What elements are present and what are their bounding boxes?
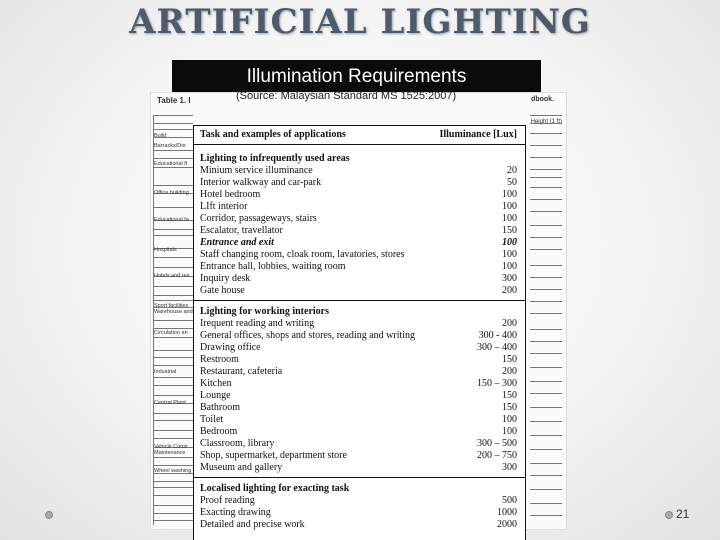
lux-value: 150 [502,354,517,365]
lux-value: 50 [507,177,517,188]
table-row [200,165,517,177]
lux-value: 100 [502,201,517,212]
background-table-rule [153,185,193,186]
task-label: Bathroom [200,402,240,413]
background-table-rule [530,225,562,226]
task-label: Drawing office [200,342,261,353]
lux-value: 100 [502,189,517,200]
background-table-rule [530,301,562,302]
table-row [200,261,517,273]
background-table-rule [153,337,193,338]
background-table-rule [530,133,562,134]
background-table-rule [530,503,562,504]
table-row [200,495,517,507]
background-table-label: Wheel washing [154,468,192,474]
background-table-rule [153,235,193,236]
table-row [200,519,517,531]
background-table-label: Central Plant [154,400,186,406]
background-table-label: Sport facilities Warehouse and [154,303,193,315]
lux-value: 2000 [497,519,517,530]
background-table-label: Vehicle Const Maintenance [154,444,188,456]
table-row [200,237,517,249]
background-table-rule [530,475,562,476]
table-row [200,402,517,414]
table-row [200,285,517,297]
background-table-rule [530,123,562,124]
task-label: Corridor, passageways, stairs [200,213,317,224]
background-table-label: Hotels and res [154,273,190,279]
task-label: Lounge [200,390,231,401]
background-table-rule [530,449,562,450]
lux-value: 100 [502,249,517,260]
background-table-rule [530,289,562,290]
background-table-rule [530,237,562,238]
table-row [200,450,517,462]
background-table-rule [153,167,193,168]
background-table-rule [153,457,193,458]
background-table-rule [153,257,193,258]
lux-value: 300 – 400 [477,342,517,353]
background-table-rule [153,465,193,466]
background-table-rule [153,300,193,301]
lux-value: 100 [502,414,517,425]
background-table-rule [153,150,193,151]
background-table-label: Educational fl [154,161,188,167]
background-table-rule [153,328,193,329]
section-title: Lighting for working interiors [200,306,329,317]
table-row [200,426,517,438]
task-label: Kitchen [200,378,232,389]
header-illuminance: Illuminance [Lux] [439,129,517,140]
task-label: LIft interior [200,201,248,212]
table-row [200,318,517,330]
nav-dot-right [665,511,673,519]
background-table-rule [530,169,562,170]
background-table-label: Educational fa [154,217,189,223]
background-table-rule [530,381,562,382]
illumination-table [193,125,526,540]
background-table-rule [153,413,193,414]
source-caption: (Source: Malaysian Standard MS 1525:2007) [236,90,457,102]
background-table-rule [530,145,562,146]
lux-value: 300 - 400 [478,330,517,341]
table-row [200,225,517,237]
background-table-rule [530,489,562,490]
background-table-rule [153,286,193,287]
lux-value: 20 [507,165,517,176]
table-row [200,213,517,225]
lux-value: 100 [502,426,517,437]
lux-value: 200 [502,366,517,377]
task-label: Restaurant, cafeteria [200,366,283,377]
background-table-rule [530,463,562,464]
background-table-label: Office building [154,190,189,196]
table-row [200,354,517,366]
background-table-rule [153,420,193,421]
task-label: Entrance and exit [200,237,274,248]
table-header [200,129,517,141]
background-table-rule [530,115,562,116]
background-table-rule [530,249,562,250]
background-table-rule [530,265,562,266]
section-rule [194,477,525,478]
background-table-rule [153,129,193,130]
slide-title: ARTIFICIAL LIGHTING [129,2,591,42]
background-table-rule [530,211,562,212]
lux-value: 100 [502,237,517,248]
background-table-rule [530,393,562,394]
task-label: Entrance hall, lobbies, waiting room [200,261,346,272]
lux-value: 500 [502,495,517,506]
background-table-rule [530,341,562,342]
background-table-rule [530,407,562,408]
task-label: Detailed and precise work [200,519,305,530]
background-table-rule [530,177,562,178]
header-task: Task and examples of applications [200,129,346,140]
background-table-rule [530,435,562,436]
background-table-rule [530,367,562,368]
background-table-label: Industrial [154,369,177,375]
background-table-rule [153,520,193,521]
task-label: Hotel bedroom [200,189,261,200]
task-label: Minium service illuminance [200,165,313,176]
lux-value: 200 [502,318,517,329]
background-table-rule [530,199,562,200]
background-table-rule [153,295,193,296]
background-table-rule [153,395,193,396]
background-table-rule [530,277,562,278]
task-label: Interior walkway and car-park [200,177,322,188]
background-table-rule [153,207,193,208]
lux-value: 150 [502,402,517,413]
table-row [200,366,517,378]
background-table-rule [153,377,193,378]
background-table-rule [530,421,562,422]
banner-title: Illumination Requirements [172,60,541,92]
section-title: Lighting to infrequently used areas [200,153,350,164]
background-table-rule [530,515,562,516]
table-row [200,189,517,201]
lux-value: 100 [502,213,517,224]
background-table-label: Hospitals [154,247,177,253]
table-row [200,507,517,519]
lux-value: 200 – 750 [477,450,517,461]
task-label: Toilet [200,414,224,425]
background-table-rule [153,229,193,230]
task-label: Gate house [200,285,245,296]
table-row [200,342,517,354]
background-table-rule [153,350,193,351]
lux-value: 150 – 300 [477,378,517,389]
lux-value: 300 – 500 [477,438,517,449]
task-label: Exacting drawing [200,507,271,518]
task-label: Irequent reading and writing [200,318,315,329]
background-table-rule [153,115,193,116]
table-row [200,330,517,342]
table-row [200,378,517,390]
table-row [200,177,517,189]
task-label: Escalator, travellator [200,225,283,236]
background-table-rule [530,353,562,354]
task-label: Shop, supermarket, department store [200,450,347,461]
background-table-rule [153,357,193,358]
table-row [200,201,517,213]
background-table-rule [153,385,193,386]
background-table-rule [153,158,193,159]
background-table-right-title: dbook. [531,96,554,103]
table-row [200,249,517,261]
lux-value: 1000 [497,507,517,518]
task-label: Classroom, library [200,438,275,449]
background-table-rule [530,187,562,188]
section-rule [194,300,525,301]
page-number: 21 [676,507,690,521]
lux-value: 300 [502,462,517,473]
background-table-title: Table 1. I [157,96,191,105]
table-row [200,462,517,474]
background-table-rule [530,329,562,330]
nav-dot-left [45,511,53,519]
background-table-label: Barracks/Dor [154,143,187,149]
background-table-rule [153,123,193,124]
task-label: Museum and gallery [200,462,283,473]
background-table-rule [153,430,193,431]
task-label: Inquiry desk [200,273,251,284]
background-table-rule [153,267,193,268]
background-table-rule [153,513,193,514]
section-title: Localised lighting for exacting task [200,483,350,494]
table-row [200,414,517,426]
lux-value: 200 [502,285,517,296]
table-row [200,390,517,402]
background-table-rule [153,365,193,366]
background-table-rule [153,487,193,488]
task-label: Proof reading [200,495,255,506]
task-label: Staff changing room, cloak room, lavatories, stores [200,249,405,260]
background-table-right-header: Height (1 ft) [530,119,562,125]
background-table-rule [153,505,193,506]
lux-value: 100 [502,261,517,272]
background-table-rule [530,313,562,314]
table-row [200,273,517,285]
background-table-rule [153,320,193,321]
background-table-rule [530,157,562,158]
lux-value: 150 [502,390,517,401]
task-label: Bedroom [200,426,238,437]
background-table-rule [153,495,193,496]
background-table-rule [153,481,193,482]
lux-value: 150 [502,225,517,236]
background-table-label: Circulation an [154,330,188,336]
task-label: Restroom [200,354,239,365]
background-table-label: Build [154,133,167,139]
background-table-rule [153,438,193,439]
header-rule [194,144,525,145]
table-row [200,438,517,450]
task-label: General offices, shops and stores, reading and writing [200,330,416,341]
lux-value: 300 [502,273,517,284]
